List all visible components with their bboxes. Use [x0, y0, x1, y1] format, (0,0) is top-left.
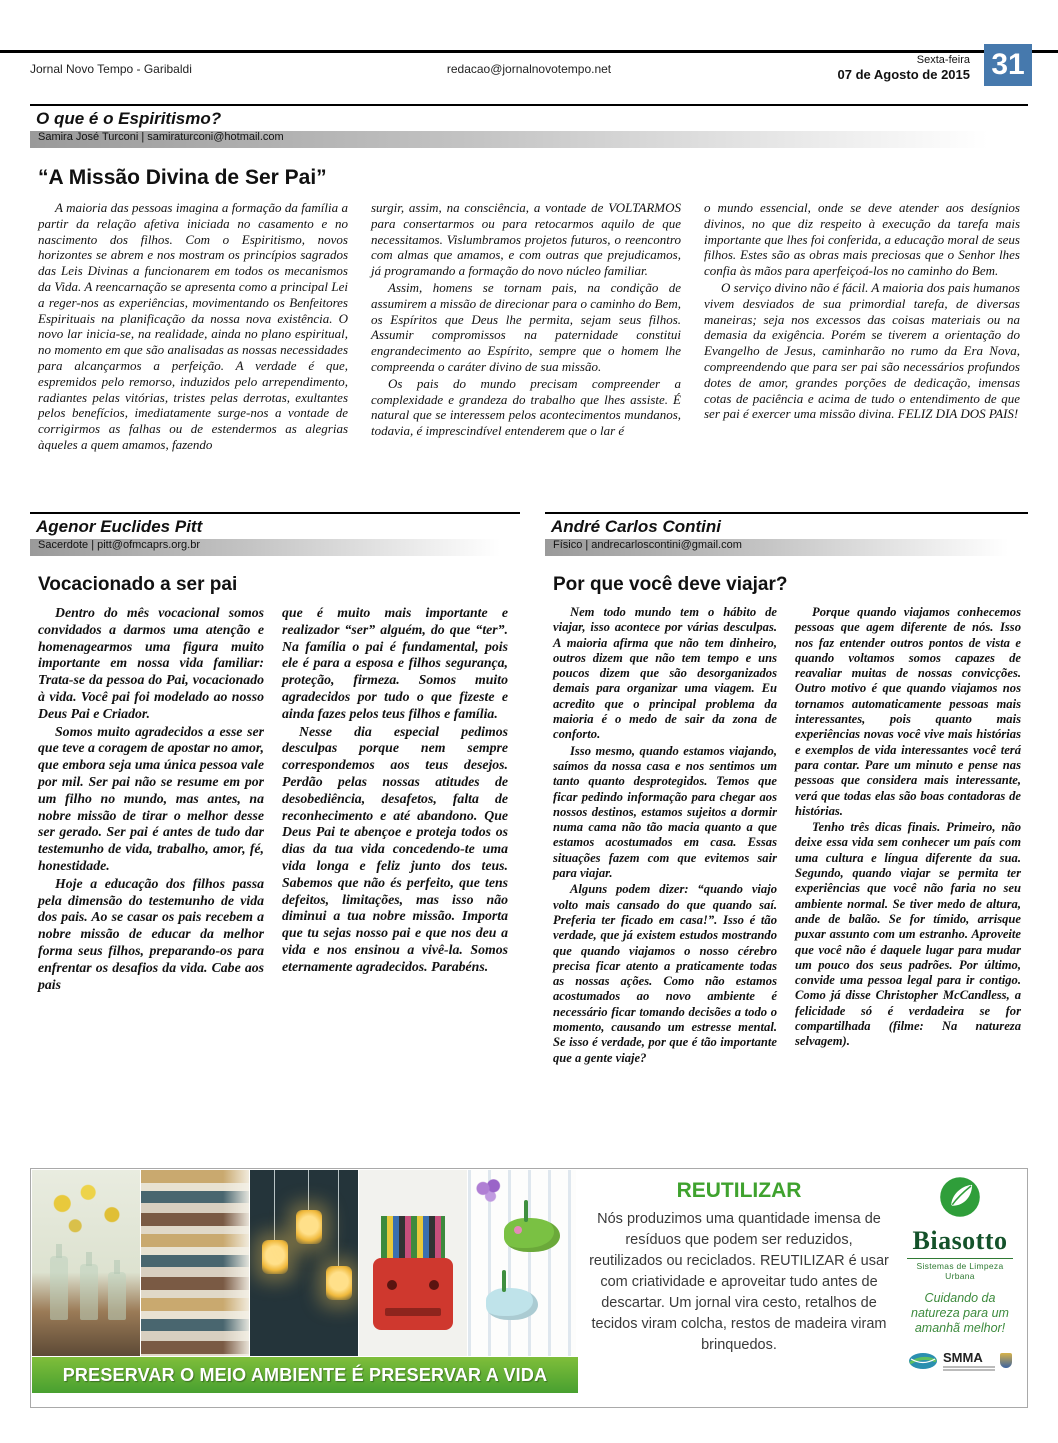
- smma-name: SMMA: [943, 1350, 983, 1365]
- biasotto-slogan: Cuidando da natureza para um amanhã melhor!: [911, 1291, 1009, 1335]
- smma-logo-row: [899, 1350, 1021, 1371]
- paragraph: Alguns podem dizer: “quando viajo volto mais cansado do que quando saí. Preferia ter ficado em casa!”. Isso é tão verdade, que já existem estudos mostrando que quando viajamos o nosso cérebro precisa ficar atento a praticamente todas as nossas ações. Como não estamos acostumados ao novo ambiente é necessário ficar tomando decisões a todo o momento, causando um estresse mental. Se isso é verdade, por que é tão importante que a gente viaje?: [553, 882, 777, 1065]
- author-byline: Físico | andrecarloscontini@gmail.com: [553, 539, 742, 551]
- article1-column-3: [704, 200, 1020, 423]
- byline-bar: [30, 131, 1028, 148]
- smma-text: [943, 1350, 995, 1371]
- newspaper-name: Jornal Novo Tempo - Garibaldi: [30, 62, 192, 76]
- paragraph: surgir, assim, na consciência, a vontade de VOLTARMOS para consertarmos ou para retocarmos aquilo de que necessitamos. Vislumbramos projetos futuros, o reencontro com almas que amamos, e com outras que prejudicamos, já programando a formação do novo núcleo familiar.: [371, 200, 681, 279]
- byline-bar: [545, 539, 1028, 556]
- ad-heading: REUTILIZAR: [676, 1179, 802, 1202]
- section-espiritismo-header: [30, 104, 1028, 148]
- ad-logo-block: [899, 1175, 1021, 1371]
- paragraph: Assim, homens se tornam pais, na condição de assumirem a missão de direcionar para o caminho do Bem, os Espíritos que Deus lhe permita, sejam seus filhos. Assumir compromissos na paternidade constitui engrandecimento ao Espírito, sempre que o homem lhe compreenda o caráter divino de sua missão.: [371, 279, 681, 374]
- ad-text-block: [589, 1177, 889, 1356]
- glass-bottle: [50, 1256, 68, 1320]
- glass-bottle: [80, 1264, 98, 1320]
- glowing-jar: [296, 1210, 322, 1244]
- ad-body-text: Nós produzimos uma quantidade imensa de resíduos que podem ser reduzidos, reutilizados ou reciclados. REUTILIZAR é usar com criatividade e aproveitar tudo antes de descartar. Um jornal vira cesto, retalhos de tecidos viram colcha, restos de madeira viram brinquedos.: [589, 1211, 889, 1353]
- ad-photo-strip: [32, 1170, 576, 1356]
- header-date-block: [838, 54, 970, 82]
- biasotto-tagline: Sistemas de Limpeza Urbana: [907, 1258, 1013, 1281]
- header-rule: [0, 50, 1058, 53]
- cyan-croc-planter: [486, 1288, 538, 1320]
- preserve-environment-banner: PRESERVAR O MEIO AMBIENTE É PRESERVAR A VIDA: [32, 1357, 578, 1393]
- glowing-jar: [326, 1266, 352, 1300]
- paragraph: o mundo essencial, onde se deve atender aos desígnios divinos, no que diz respeito à execução da tarefa mais importante que lhes foi conferida, a educação moral de seus filhos. Estes são as obras mais preciosas que o Senhor lhes confia às mãos para aperfeiçoá-los no caminho do Bem.: [704, 200, 1020, 279]
- hanging-crocs-planters-photo: [468, 1170, 576, 1356]
- string: [308, 1170, 309, 1210]
- smma-globe-icon: [908, 1351, 938, 1371]
- mason-jar-lights-photo: [250, 1170, 358, 1356]
- colored-pencils: [381, 1216, 445, 1260]
- article1-column-2: [371, 200, 681, 440]
- section-contini-header: [545, 512, 1028, 556]
- plant-sprig: [502, 1270, 506, 1292]
- article2-column-2: [282, 605, 508, 977]
- page-number-badge: 31: [984, 44, 1032, 86]
- paragraph: que é muito mais importante e realizador “ser” alguém, do que “ter”. Na família o pai é fundamental, pois ele é para a esposa e filhos segurança, proteção, firmeza. Somos muito agradecidos por tudo o que fizeste e ainda fazes pelos teus filhos e família.: [282, 605, 508, 721]
- author-byline: Sacerdote | pitt@ofmcaprs.org.br: [38, 539, 200, 551]
- paragraph: O serviço divino não é fácil. A maioria dos pais humanos vivem desviados de sua primordial tarefa, de diversas maneiras; seja nos excessos das coisas materiais ou na demasia da exigência. Porém se tiverem a orientação do Evangelho de Jesus, caminharão no rumo da Era Nova, compreendendo que para ser pai são necessários profundos dotes de amor, grandes porções de dedicação, imensas cotas de paciência e acima de tudo o entendimento de que ser pai é exercer uma missão divina. FELIZ DIA DOS PAIS!: [704, 279, 1020, 422]
- article2-headline: Vocacionado a ser pai: [38, 574, 238, 595]
- biasotto-leaf-icon: [938, 1175, 982, 1219]
- weekday: Sexta-feira: [916, 54, 970, 66]
- article3-headline: Por que você deve viajar?: [553, 574, 788, 595]
- section-rule: [545, 512, 1028, 514]
- paragraph: Porque quando viajamos conhecemos pessoas que agem diferente de nós. Isso nos faz entender outros pontos de vista e quando voltamos somos capazes de reavaliar muitas de nossas convicções. Outro motivo é que quando viajamos nos tornamos automaticamente pessoas mais interessantes, pois quanto mais experiências novas você vive mais histórias e exemplos de vida interessantes você terá para contar. Pare um minuto e pense nas pessoas que considera mais interessante, verá que todas elas são boas contadoras de histórias.: [795, 605, 1021, 818]
- municipal-crest-icon: [1000, 1353, 1012, 1368]
- floppy-slot: [385, 1308, 441, 1316]
- biasotto-brand-name: Biasotto: [912, 1226, 1008, 1255]
- paragraph: A maioria das pessoas imagina a formação da família a partir da relação afetiva iniciada no casamento e no nascimento dos filhos. Com o Espiritismo, novos horizontes se abrem e nos mostram os princípios sagrados das Leis Divinas a funcionarem em todos os mecanismos da Vida. A reencarnação se apresenta como a principal Lei a reger-nos as experiências, movimentando os Benfeitores Espirituais na planificação da nossa nova existência. O novo lar inicia-se, na realidade, ainda no plano espiritual, no momento em que são analisadas as nossas necessidades para alcançarmos a perfeição. A verdade é que, espremidos pelo remorso, induzidos pelo arrependimento, radiantes pelas vitórias, tristes pelas derrotas, exultantes pelos benefícios, imediatamente surge-nos a vontade de corrigirmos as falhas ou de estendermos as alegrias àqueles a quem amamos, fazendo: [38, 200, 348, 452]
- floppy-pencil-holder-photo: [359, 1170, 467, 1356]
- paragraph: Dentro do mês vocacional somos convidados a darmos uma atenção e homenagearmos uma figura muito importante em nossa vida familiar: Trata-se da pessoa do Pai, vocacionado à vida. Você pai foi modelado ao nosso Deus Pai e Criador.: [38, 605, 264, 721]
- plant-sprig: [524, 1200, 528, 1222]
- flowers-in-bottles-photo: [32, 1170, 140, 1356]
- byline-bar: [30, 539, 520, 556]
- paragraph: Isso mesmo, quando estamos viajando, saímos da nossa casa e nos sentimos um tanto quanto desprotegidos. Temos que ficar pedindo informação para chegar aos nossos destinos, estamos sujeitos a dormir numa cama não tão macia quanto a que estamos acostumados em casa. Essas situações fazem com que evitemos sair para viajar.: [553, 743, 777, 881]
- paragraph: Nesse dia especial pedimos desculpas porque nem sempre correspondemos aos teus desejos. Perdão pelas nossas atitudes de desobediência, desafetos, falta de reconhecimento e até abandono. Que Deus Pai te abençoe e proteja todos os dias da tua vida concedendo-te uma vida longa e feliz junto dos teus. Sabemos que não és perfeito, que tens defeitos, limitações, mas isso não diminui a tua nobre missão. Importa que tu sejas nosso pai e que nos deu a vida e nos ensinou a vivê-la. Somos eternamente agradecidos. Parabéns.: [282, 723, 508, 974]
- section-rule: [30, 104, 1028, 106]
- stacked-books-photo: [141, 1170, 249, 1356]
- article2-column-1: [38, 605, 264, 994]
- purple-flowers: [474, 1178, 504, 1204]
- paragraph: Tenho três dicas finais. Primeiro, não deixe essa vida sem conhecer um país com uma cultura e língua diferente da sua. Segundo, quando viajar se permita ter experiências que você não faria no seu ambiente normal. Se tiver medo de altura, ande de balão. Se for tímido, arrisque puxar assunto com um estranho. Aproveite que você não é daquele lugar para mudar um pouco dos seus padrões. Por último, convide uma pessoa legal para ir contigo. Como já disse Christopher McCandless, a felicidade só é verdadeira se for compartilhada (filme: Na natureza selvagem).: [795, 820, 1021, 1049]
- issue-date: 07 de Agosto de 2015: [837, 67, 970, 82]
- green-croc-planter: [504, 1218, 560, 1252]
- section-title: O que é o Espiritismo?: [36, 109, 222, 128]
- article1-column-1: [38, 200, 348, 454]
- book-pages-edge: [223, 1170, 249, 1356]
- paragraph: Nem todo mundo tem o hábito de viajar, isso acontece por várias desculpas. A maioria afirma que não tem dinheiro, outros dizem que não tem tempo e uns poucos dizem que são desorganizados demais para organizar uma viagem. Eu acredito que o principal problema da maioria é o medo de sair da zona de conforto.: [553, 605, 777, 742]
- author-name: André Carlos Contini: [551, 517, 722, 536]
- article3-column-2: [795, 605, 1021, 1051]
- author-name: Agenor Euclides Pitt: [36, 517, 203, 536]
- reutilizar-advertisement: [30, 1168, 1028, 1408]
- article3-column-1: [553, 605, 777, 1067]
- floppy-disk-holder: [373, 1258, 453, 1330]
- newspaper-email: redacao@jornalnovotempo.net: [446, 62, 612, 76]
- smma-subtext-line: [943, 1366, 995, 1368]
- glass-bottle: [108, 1272, 126, 1320]
- glowing-jar: [262, 1240, 288, 1274]
- paragraph: Hoje a educação dos filhos passa pela dimensão do testemunho de vida dos pais. Ao se casar os pais recebem a nobre missão de educar da melhor forma seus filhos, preparando-os para enfrentar os desafios da vida. Cabe aos pais: [38, 875, 264, 992]
- string: [274, 1170, 275, 1240]
- article1-headline: “A Missão Divina de Ser Pai”: [38, 166, 327, 189]
- string: [338, 1170, 339, 1266]
- author-byline: Samira José Turconi | samiraturconi@hotmail.com: [38, 131, 284, 143]
- section-pitt-header: [30, 512, 520, 556]
- smma-subtext-line: [943, 1369, 995, 1371]
- paragraph: Somos muito agradecidos a esse ser que teve a coragem de apostar no amor, que embora seja uma única pessoa vale por mil. Ser pai não se resume em por um filho no mundo, mas antes, na nobre missão de tirar o melhor desse ser gerado. Ser pai é antes de tudo dar testemunho de vida, trabalho, amor, fé, honestidade.: [38, 723, 264, 873]
- section-rule: [30, 512, 520, 514]
- paragraph: Os pais do mundo precisam compreender a complexidade e grandeza do trabalho que lhes assiste. É natural que se interessem pelos acontecimentos mundanos, todavia, é imprescindível entenderem que o lar é: [371, 375, 681, 439]
